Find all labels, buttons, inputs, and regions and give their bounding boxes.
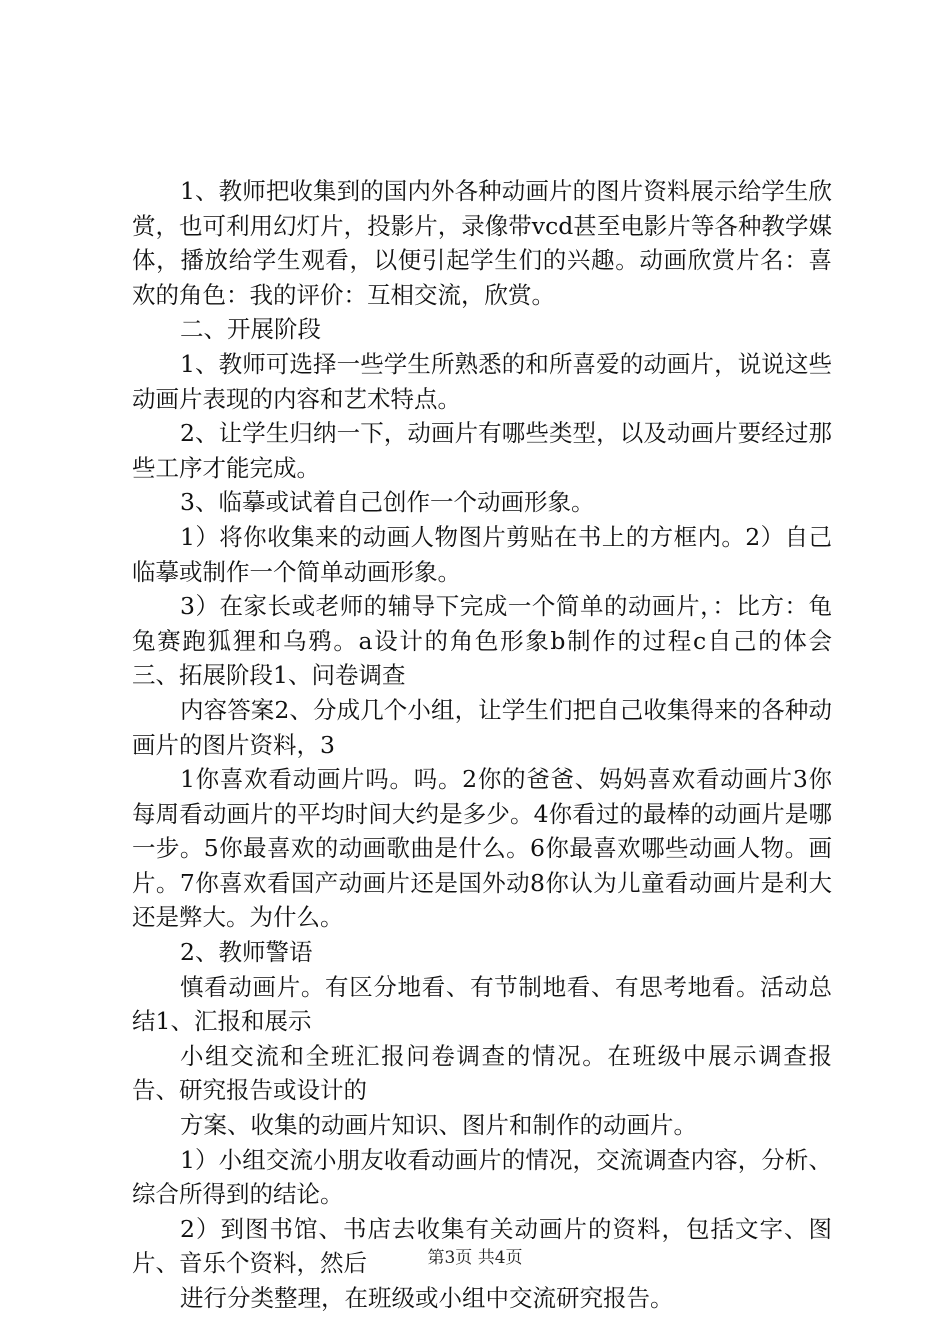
document-body [132, 174, 832, 1316]
paragraph-teacher-select: 1、教师可选择一些学生所熟悉的和所喜爱的动画片，说说这些动画片表现的内容和艺术特点。 [132, 349, 832, 413]
paragraph-copy-or-create: 3、临摹或试着自己创作一个动画形象。 [180, 488, 595, 517]
page-number-footer: 第3页 共4页 [427, 1248, 523, 1268]
paragraph-simple-animation: 3）在家长或老师的辅导下完成一个简单的动画片，：比方：龟兔赛跑狐狸和乌鸦。a设计的角色形象b制作的过程c自己的体会三、拓展阶段1、问卷调查 [132, 592, 832, 690]
section-heading-teacher-warning: 2、教师警语 [180, 938, 313, 967]
paragraph-paste-pictures: 1）将你收集来的动画人物图片剪贴在书上的方框内。2）自己临摹或制作一个简单动画形象。 [132, 522, 832, 586]
paragraph-student-summarize: 2、让学生归纳一下，动画片有哪些类型，以及动画片要经过那些工序才能完成。 [132, 419, 832, 482]
paragraph-intro-materials: 1、教师把收集到的国内外各种动画片的图片资料展示给学生欣赏，也可利用幻灯片，投影片，录像带vcd甚至电影片等各种教学媒体，播放给学生观看，以便引起学生们的兴趣。动画欣赏片名：喜欢的角色：我的评价：互相交流，欣赏。 [132, 177, 832, 309]
section-heading-development: 二、开展阶段 [180, 315, 321, 344]
paragraph-library-collect: 2）到图书馆、书店去收集有关动画片的资料，包括文字、图片、音乐个资料，然后 [132, 1214, 832, 1278]
paragraph-classify-report: 进行分类整理，在班级或小组中交流研究报告。 [180, 1284, 674, 1312]
paragraph-group-division: 内容答案2、分成几个小组，让学生们把自己收集得来的各种动画片的图片资料，3 [132, 695, 832, 759]
paragraph-questionnaire: 1你喜欢看动画片吗。吗。2你的爸爸、妈妈喜欢看动画片3你每周看动画片的平均时间大约是多少。4你看过的最棒的动画片是哪一步。5你最喜欢的动画歌曲是什么。6你最喜欢哪些动画人物。画片。7你喜欢看国产动画片还是国外动8你认为儿童看动画片是利大还是弊大。为什么。 [132, 765, 832, 932]
paragraph-group-report: 小组交流和全班汇报问卷调查的情况。在班级中展示调查报告、研究报告或设计的 [132, 1041, 832, 1105]
paragraph-watch-carefully: 慎看动画片。有区分地看、有节制地看、有思考地看。活动总结1、汇报和展示 [132, 972, 832, 1036]
paragraph-plan-knowledge: 方案、收集的动画片知识、图片和制作的动画片。 [180, 1111, 697, 1140]
paragraph-group-exchange: 1）小组交流小朋友收看动画片的情况，交流调查内容，分析、综合所得到的结论。 [132, 1145, 832, 1209]
